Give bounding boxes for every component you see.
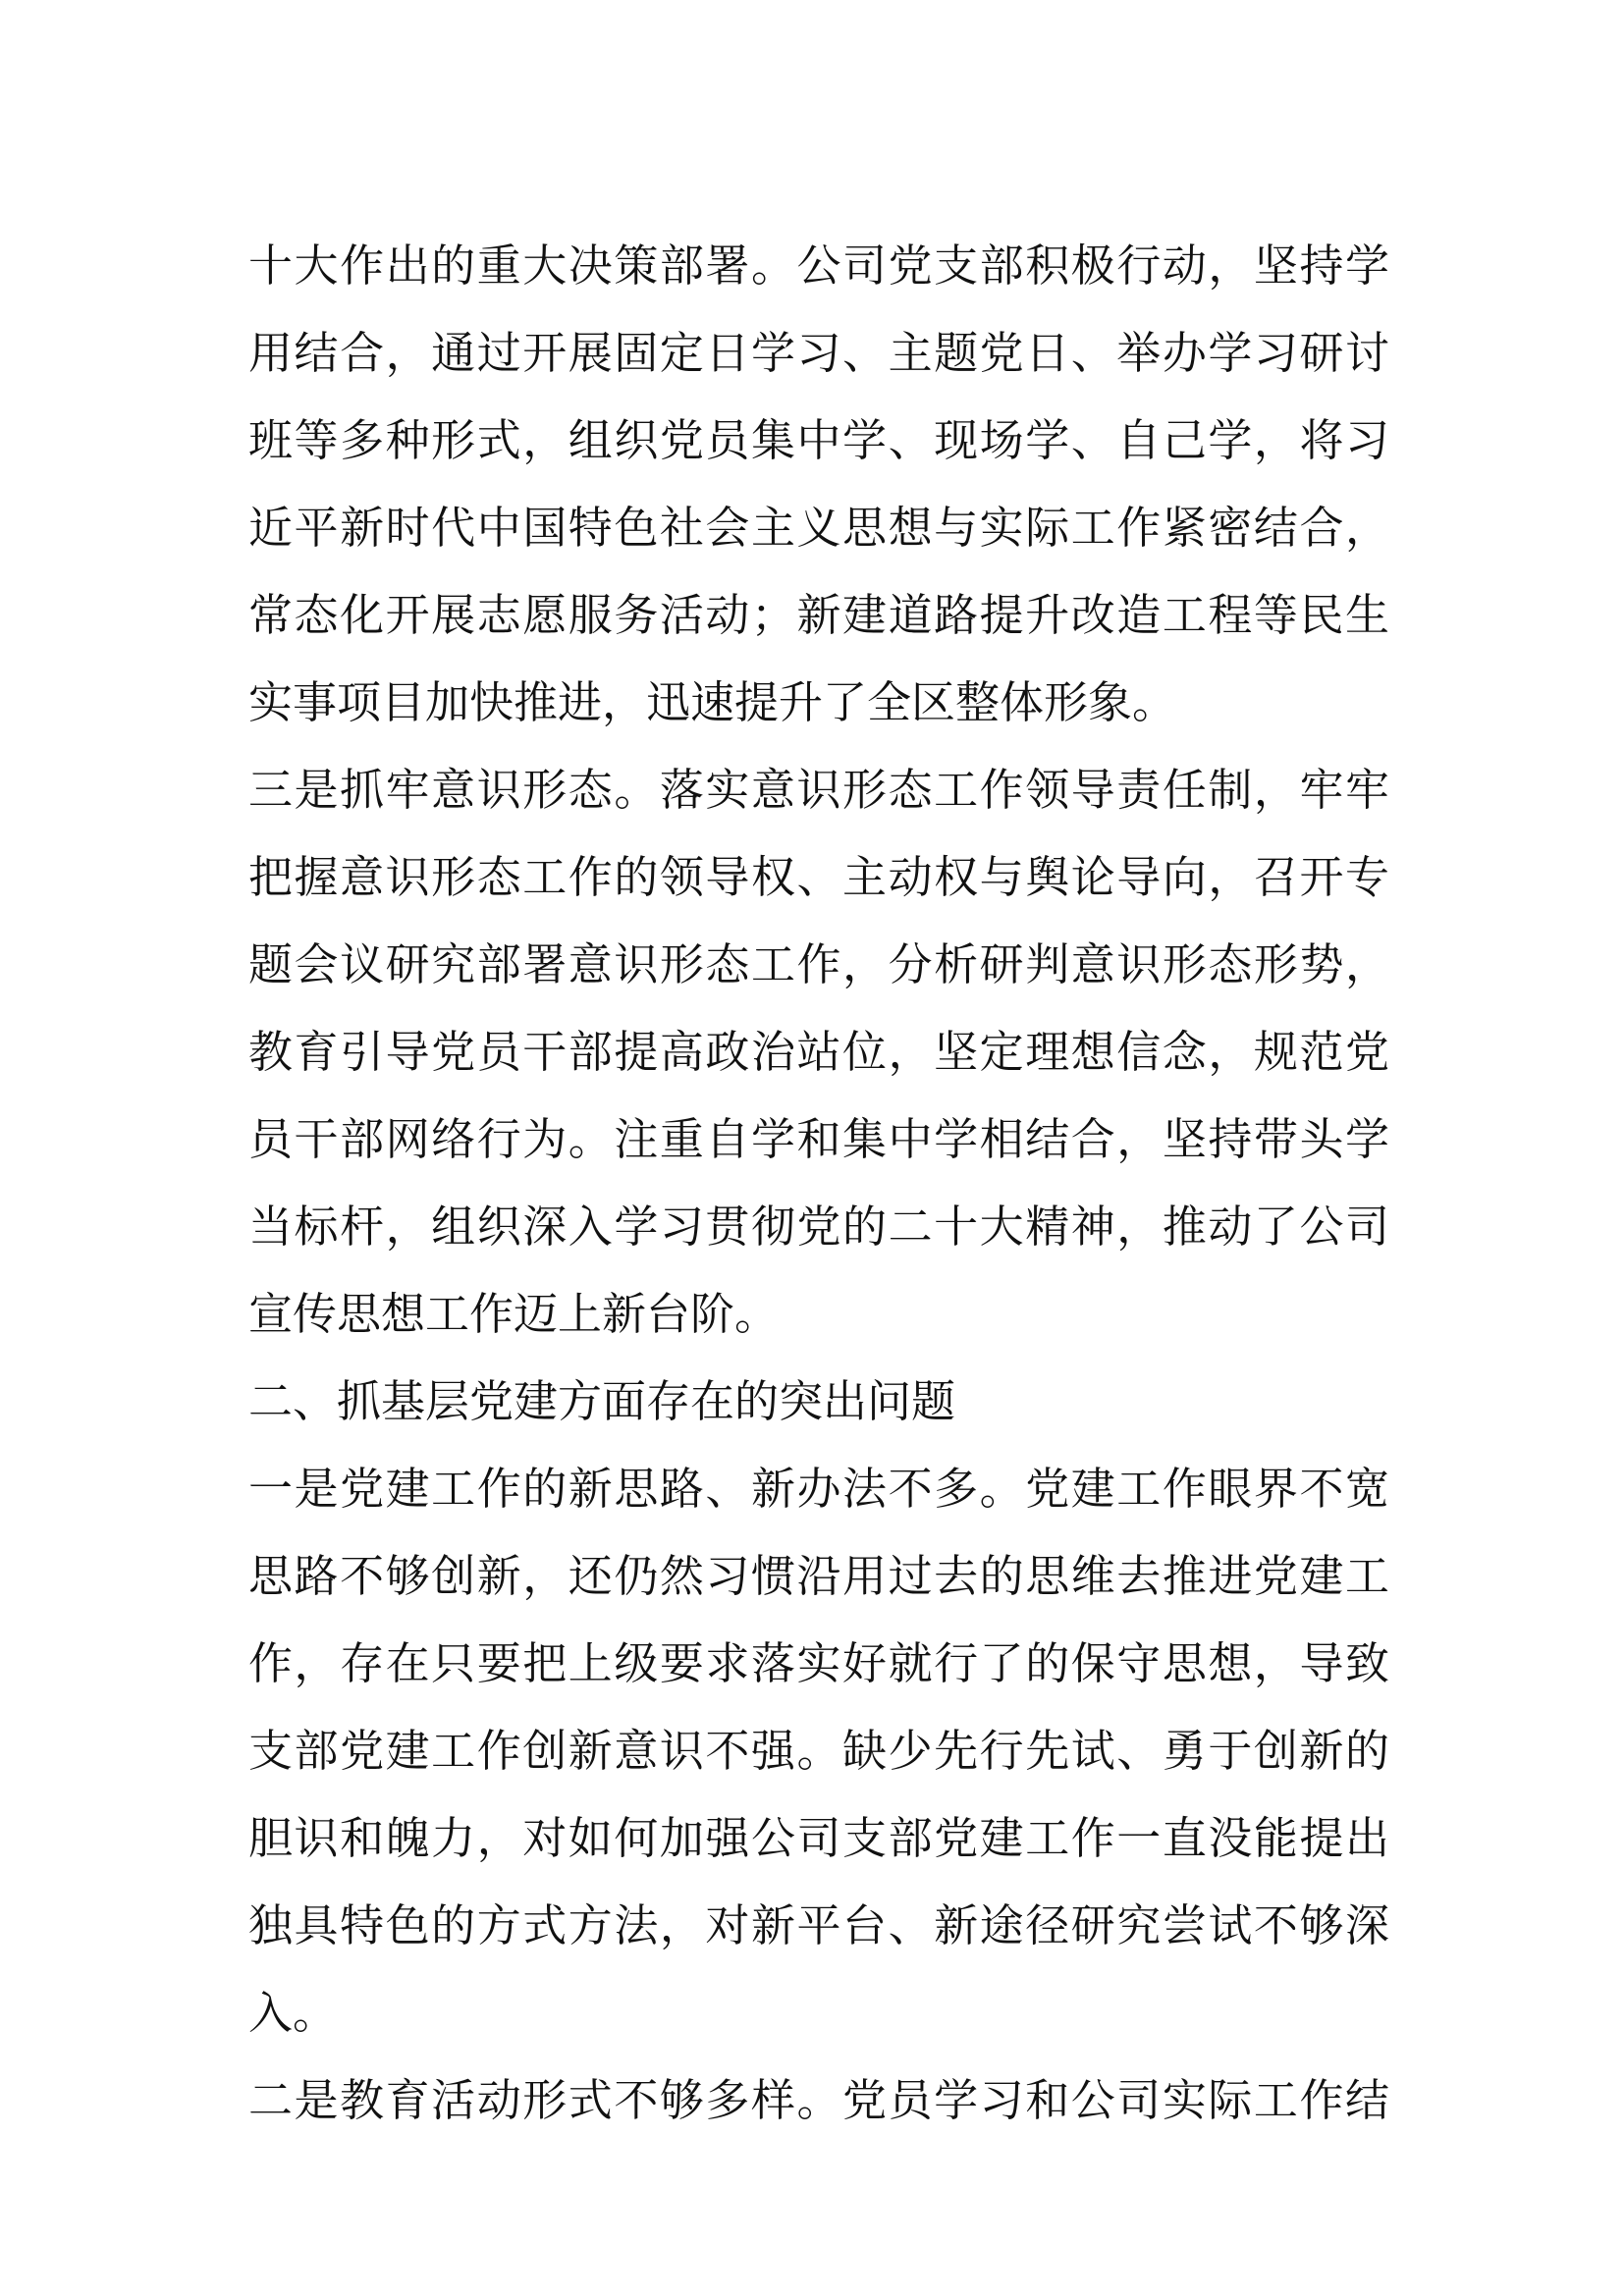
- text-line: 近平新时代中国特色社会主义思想与实际工作紧密结合，: [248, 502, 1389, 554]
- text-line: 员干部网络行为。注重自学和集中学相结合，坚持带头学: [248, 1113, 1389, 1165]
- text-line: 三是抓牢意识形态。落实意识形态工作领导责任制，牢牢: [248, 764, 1389, 816]
- text-line: 十大作出的重大决策部署。公司党支部积极行动，坚持学: [248, 240, 1389, 292]
- text-line: 一是党建工作的新思路、新办法不多。党建工作眼界不宽: [248, 1463, 1389, 1515]
- text-line: 作，存在只要把上级要求落实好就行了的保守思想，导致: [248, 1637, 1389, 1689]
- text-line: 二、抓基层党建方面存在的突出问题: [248, 1375, 956, 1427]
- text-line: 宣传思想工作迈上新台阶。: [248, 1288, 780, 1340]
- text-line: 当标杆，组织深入学习贯彻党的二十大精神，推动了公司: [248, 1201, 1389, 1253]
- text-line: 胆识和魄力，对如何加强公司支部党建工作一直没能提出: [248, 1812, 1389, 1864]
- text-line: 题会议研究部署意识形态工作，分析研判意识形态形势，: [248, 938, 1389, 990]
- text-line: 实事项目加快推进，迅速提升了全区整体形象。: [248, 676, 1177, 728]
- text-line: 常态化开展志愿服务活动；新建道路提升改造工程等民生: [248, 589, 1389, 641]
- text-line: 入。: [248, 1987, 338, 2039]
- text-line: 支部党建工作创新意识不强。缺少先行先试、勇于创新的: [248, 1725, 1389, 1777]
- text-line: 思路不够创新，还仍然习惯沿用过去的思维去推进党建工: [248, 1550, 1389, 1602]
- text-line: 二是教育活动形式不够多样。党员学习和公司实际工作结: [248, 2074, 1389, 2126]
- text-line: 班等多种形式，组织党员集中学、现场学、自己学，将习: [248, 414, 1389, 466]
- text-line: 把握意识形态工作的领导权、主动权与舆论导向，召开专: [248, 851, 1389, 903]
- text-line: 独具特色的方式方法，对新平台、新途径研究尝试不够深: [248, 1899, 1389, 1951]
- text-line: 用结合，通过开展固定日学习、主题党日、举办学习研讨: [248, 327, 1389, 379]
- text-line: 教育引导党员干部提高政治站位，坚定理想信念，规范党: [248, 1026, 1389, 1078]
- document-body: [248, 222, 1389, 2144]
